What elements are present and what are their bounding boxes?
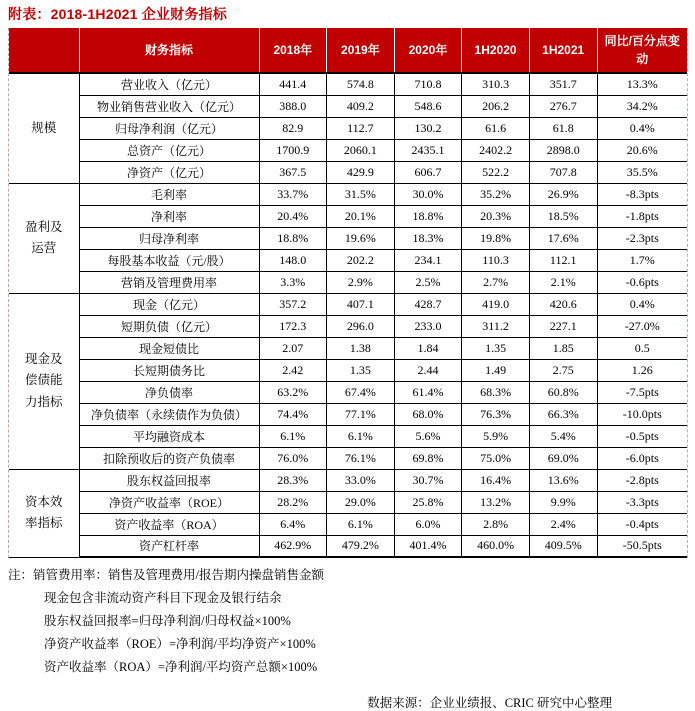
- column-header: 1H2021: [529, 28, 597, 73]
- value-cell: 0.4%: [597, 293, 687, 315]
- group-label: 资本效率指标: [9, 469, 79, 557]
- value-cell: 68.0%: [394, 403, 462, 425]
- value-cell: 227.1: [529, 315, 597, 337]
- table-row: [9, 249, 687, 271]
- value-cell: 2898.0: [529, 139, 597, 161]
- table-row: [9, 491, 687, 513]
- value-cell: 710.8: [394, 73, 462, 95]
- group-label: 规模: [9, 73, 79, 183]
- value-cell: 69.0%: [529, 447, 597, 469]
- table-row: [9, 425, 687, 447]
- value-cell: 29.0%: [327, 491, 395, 513]
- value-cell: 6.1%: [259, 425, 327, 447]
- table-header: [9, 28, 687, 73]
- value-cell: 13.3%: [597, 73, 687, 95]
- table-row: [9, 183, 687, 205]
- value-cell: 296.0: [327, 315, 395, 337]
- value-cell: 28.3%: [259, 469, 327, 491]
- value-cell: -10.0pts: [597, 403, 687, 425]
- value-cell: -0.6pts: [597, 271, 687, 293]
- value-cell: 479.2%: [327, 535, 395, 557]
- financial-indicators-table: [9, 28, 687, 558]
- value-cell: 61.4%: [394, 381, 462, 403]
- value-cell: 68.3%: [462, 381, 530, 403]
- table-body: [9, 73, 687, 557]
- value-cell: 2.44: [394, 359, 462, 381]
- value-cell: 35.2%: [462, 183, 530, 205]
- value-cell: -1.8pts: [597, 205, 687, 227]
- indicator-name: 每股基本收益（元/股）: [79, 249, 259, 271]
- value-cell: 18.3%: [394, 227, 462, 249]
- value-cell: 310.3: [462, 73, 530, 95]
- table-row: [9, 337, 687, 359]
- indicator-name: 总资产（亿元）: [79, 139, 259, 161]
- value-cell: -7.5pts: [597, 381, 687, 403]
- value-cell: 407.1: [327, 293, 395, 315]
- indicator-name: 现金短债比: [79, 337, 259, 359]
- table-row: [9, 117, 687, 139]
- value-cell: 3.3%: [259, 271, 327, 293]
- value-cell: 548.6: [394, 95, 462, 117]
- value-cell: 5.9%: [462, 425, 530, 447]
- value-cell: 25.8%: [394, 491, 462, 513]
- value-cell: -6.0pts: [597, 447, 687, 469]
- value-cell: 1.38: [327, 337, 395, 359]
- value-cell: 2.42: [259, 359, 327, 381]
- table-row: [9, 381, 687, 403]
- value-cell: 1.49: [462, 359, 530, 381]
- value-cell: -27.0%: [597, 315, 687, 337]
- indicator-name: 净负债率: [79, 381, 259, 403]
- value-cell: 76.0%: [259, 447, 327, 469]
- header-row: [9, 28, 687, 73]
- value-cell: 61.6: [462, 117, 530, 139]
- value-cell: -50.5pts: [597, 535, 687, 557]
- value-cell: 234.1: [394, 249, 462, 271]
- value-cell: -2.3pts: [597, 227, 687, 249]
- table-row: [9, 293, 687, 315]
- value-cell: 5.6%: [394, 425, 462, 447]
- value-cell: 2.9%: [327, 271, 395, 293]
- footnotes: [8, 564, 688, 679]
- indicator-name: 归母净利率: [79, 227, 259, 249]
- table-row: [9, 95, 687, 117]
- value-cell: 707.8: [529, 161, 597, 183]
- financial-table-wrapper: [8, 28, 688, 558]
- value-cell: 20.4%: [259, 205, 327, 227]
- note-line: 注：销管费用率：销售及管理费用/报告期内操盘销售金额: [8, 568, 324, 582]
- value-cell: 66.3%: [529, 403, 597, 425]
- value-cell: 112.1: [529, 249, 597, 271]
- table-row: [9, 139, 687, 161]
- value-cell: 0.5: [597, 337, 687, 359]
- value-cell: 5.4%: [529, 425, 597, 447]
- group-label: 现金及偿债能力指标: [9, 293, 79, 469]
- value-cell: 75.0%: [462, 447, 530, 469]
- value-cell: 429.9: [327, 161, 395, 183]
- table-row: [9, 403, 687, 425]
- data-source: 数据来源：企业业绩报、CRIC 研究中心整理: [367, 696, 612, 710]
- value-cell: 35.5%: [597, 161, 687, 183]
- indicator-name: 毛利率: [79, 183, 259, 205]
- column-header: 2019年: [327, 28, 395, 73]
- note-line: 净资产收益率（ROE）=净利润/平均净资产×100%: [44, 637, 316, 651]
- indicator-name: 净资产收益率（ROE）: [79, 491, 259, 513]
- value-cell: 76.1%: [327, 447, 395, 469]
- value-cell: 6.1%: [327, 513, 395, 535]
- value-cell: 112.7: [327, 117, 395, 139]
- value-cell: 401.4%: [394, 535, 462, 557]
- group-label: 盈利及运营: [9, 183, 79, 293]
- column-header: 1H2020: [462, 28, 530, 73]
- value-cell: 18.5%: [529, 205, 597, 227]
- table-row: [9, 271, 687, 293]
- indicator-name: 归母净利润（亿元）: [79, 117, 259, 139]
- value-cell: 172.3: [259, 315, 327, 337]
- value-cell: 420.6: [529, 293, 597, 315]
- value-cell: 206.2: [462, 95, 530, 117]
- table-row: [9, 227, 687, 249]
- value-cell: 33.7%: [259, 183, 327, 205]
- value-cell: 74.4%: [259, 403, 327, 425]
- table-row: [9, 161, 687, 183]
- value-cell: 6.1%: [327, 425, 395, 447]
- value-cell: 19.8%: [462, 227, 530, 249]
- table-row: [9, 469, 687, 491]
- value-cell: 77.1%: [327, 403, 395, 425]
- value-cell: 409.2: [327, 95, 395, 117]
- value-cell: -8.3pts: [597, 183, 687, 205]
- value-cell: 63.2%: [259, 381, 327, 403]
- value-cell: 16.4%: [462, 469, 530, 491]
- value-cell: 606.7: [394, 161, 462, 183]
- indicator-name: 净负债率（永续债作为负债）: [79, 403, 259, 425]
- value-cell: 33.0%: [327, 469, 395, 491]
- value-cell: 82.9: [259, 117, 327, 139]
- value-cell: 202.2: [327, 249, 395, 271]
- value-cell: 26.9%: [529, 183, 597, 205]
- indicator-name: 股东权益回报率: [79, 469, 259, 491]
- column-header: 2020年: [394, 28, 462, 73]
- value-cell: 13.2%: [462, 491, 530, 513]
- value-cell: 233.0: [394, 315, 462, 337]
- value-cell: 30.7%: [394, 469, 462, 491]
- table-row: [9, 447, 687, 469]
- value-cell: 1.35: [462, 337, 530, 359]
- value-cell: 1.35: [327, 359, 395, 381]
- value-cell: 34.2%: [597, 95, 687, 117]
- indicator-name: 资产杠杆率: [79, 535, 259, 557]
- page-title: 附表：2018-1H2021 企业财务指标: [8, 6, 227, 22]
- value-cell: 130.2: [394, 117, 462, 139]
- value-cell: 574.8: [327, 73, 395, 95]
- value-cell: 409.5%: [529, 535, 597, 557]
- column-header: 财务指标: [79, 28, 259, 73]
- value-cell: -3.3pts: [597, 491, 687, 513]
- table-row: [9, 315, 687, 337]
- value-cell: 20.6%: [597, 139, 687, 161]
- indicator-name: 物业销售营业收入（亿元）: [79, 95, 259, 117]
- value-cell: 2402.2: [462, 139, 530, 161]
- indicator-name: 净资产（亿元）: [79, 161, 259, 183]
- value-cell: 69.8%: [394, 447, 462, 469]
- value-cell: 462.9%: [259, 535, 327, 557]
- value-cell: 2.7%: [462, 271, 530, 293]
- value-cell: 31.5%: [327, 183, 395, 205]
- column-header: 同比/百分点变动: [597, 28, 687, 73]
- value-cell: 61.8: [529, 117, 597, 139]
- value-cell: 76.3%: [462, 403, 530, 425]
- value-cell: 0.4%: [597, 117, 687, 139]
- value-cell: 2.5%: [394, 271, 462, 293]
- value-cell: 1.84: [394, 337, 462, 359]
- note-line: 现金包含非流动资产科目下现金及银行结余: [44, 591, 282, 605]
- note-line: 股东权益回报率=归母净利润/归母权益×100%: [44, 614, 291, 628]
- value-cell: 9.9%: [529, 491, 597, 513]
- value-cell: 460.0%: [462, 535, 530, 557]
- value-cell: 2.75: [529, 359, 597, 381]
- value-cell: 6.4%: [259, 513, 327, 535]
- value-cell: 20.3%: [462, 205, 530, 227]
- value-cell: 6.0%: [394, 513, 462, 535]
- value-cell: 30.0%: [394, 183, 462, 205]
- indicator-name: 营销及管理费用率: [79, 271, 259, 293]
- table-row: [9, 359, 687, 381]
- value-cell: 419.0: [462, 293, 530, 315]
- value-cell: 2.07: [259, 337, 327, 359]
- value-cell: 20.1%: [327, 205, 395, 227]
- value-cell: 311.2: [462, 315, 530, 337]
- value-cell: 2060.1: [327, 139, 395, 161]
- value-cell: 1.7%: [597, 249, 687, 271]
- header-corner-cell: [9, 28, 79, 73]
- value-cell: 1700.9: [259, 139, 327, 161]
- value-cell: 522.2: [462, 161, 530, 183]
- value-cell: 428.7: [394, 293, 462, 315]
- indicator-name: 资产收益率（ROA）: [79, 513, 259, 535]
- value-cell: 18.8%: [394, 205, 462, 227]
- value-cell: 2435.1: [394, 139, 462, 161]
- value-cell: 60.8%: [529, 381, 597, 403]
- value-cell: 367.5: [259, 161, 327, 183]
- value-cell: 18.8%: [259, 227, 327, 249]
- value-cell: 17.6%: [529, 227, 597, 249]
- value-cell: 67.4%: [327, 381, 395, 403]
- value-cell: 1.26: [597, 359, 687, 381]
- indicator-name: 短期负债（亿元）: [79, 315, 259, 337]
- value-cell: 1.85: [529, 337, 597, 359]
- value-cell: -0.5pts: [597, 425, 687, 447]
- table-row: [9, 73, 687, 95]
- table-row: [9, 513, 687, 535]
- table-row: [9, 205, 687, 227]
- value-cell: -2.8pts: [597, 469, 687, 491]
- value-cell: 357.2: [259, 293, 327, 315]
- value-cell: 2.1%: [529, 271, 597, 293]
- column-header: 2018年: [259, 28, 327, 73]
- value-cell: -0.4pts: [597, 513, 687, 535]
- indicator-name: 营业收入（亿元）: [79, 73, 259, 95]
- value-cell: 351.7: [529, 73, 597, 95]
- value-cell: 441.4: [259, 73, 327, 95]
- indicator-name: 净利率: [79, 205, 259, 227]
- value-cell: 388.0: [259, 95, 327, 117]
- value-cell: 110.3: [462, 249, 530, 271]
- value-cell: 2.8%: [462, 513, 530, 535]
- value-cell: 13.6%: [529, 469, 597, 491]
- value-cell: 2.4%: [529, 513, 597, 535]
- value-cell: 276.7: [529, 95, 597, 117]
- value-cell: 19.6%: [327, 227, 395, 249]
- indicator-name: 现金（亿元）: [79, 293, 259, 315]
- note-line: 资产收益率（ROA）=净利润/平均资产总额×100%: [44, 660, 318, 674]
- value-cell: 28.2%: [259, 491, 327, 513]
- indicator-name: 扣除预收后的资产负债率: [79, 447, 259, 469]
- indicator-name: 平均融资成本: [79, 425, 259, 447]
- indicator-name: 长短期债务比: [79, 359, 259, 381]
- value-cell: 148.0: [259, 249, 327, 271]
- table-row: [9, 535, 687, 557]
